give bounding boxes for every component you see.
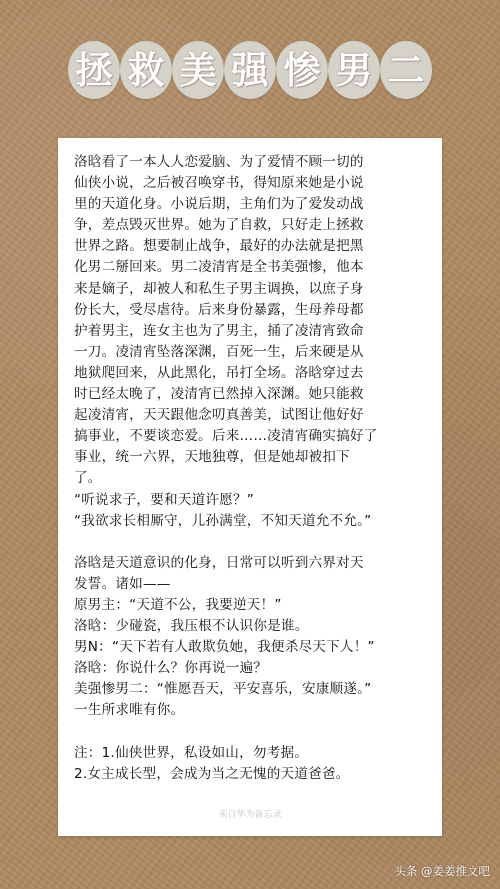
text-line: 里的天道化身。小说后期，主角们为了爱发动战	[74, 196, 364, 213]
text-line: 一生所求唯有你。	[74, 702, 185, 719]
paragraph-gap	[74, 722, 430, 743]
text-line: 化男二掰回来。男二凌清宵是全书美强惨，他本	[74, 259, 364, 276]
title-char: 惨	[276, 41, 328, 99]
note-content	[74, 152, 430, 785]
text-line: 洛晗：你说什么？你再说一遍？	[74, 660, 268, 677]
text-line: 事业，统一六界，天地独尊，但是她却被扣下	[74, 449, 350, 466]
text-line: 洛晗：少碰瓷，我压根不认识你是谁。	[74, 618, 309, 635]
text-line: “听说求子，要和天道许愿？”	[74, 491, 255, 508]
text-line: 争，差点毁灭世界。她为了自救，只好走上拯救	[74, 217, 364, 234]
text-line: 了。	[74, 470, 102, 487]
text-line: 美强惨男二：“惟愿吾天，平安喜乐，安康顺遂。”	[74, 681, 372, 698]
text-line: 搞事业，不要谈恋爱。后来……凌清宵确实搞好了	[74, 428, 378, 445]
text-line: “我欲求长相厮守，儿孙满堂，不知天道允不允。”	[74, 512, 372, 529]
title-char: 二	[380, 41, 432, 99]
title-char: 美	[172, 41, 224, 99]
toutiao-watermark: 头条 @姜姜推文吧	[394, 864, 490, 878]
memo-source-footer: 来自华为备忘录	[218, 810, 282, 820]
text-line: 仙侠小说，之后被召唤穿书，得知原来她是小说	[74, 175, 364, 192]
text-line: 原男主：“天道不公，我要逆天！”	[74, 596, 282, 613]
text-line: 洛晗是天道意识的化身，日常可以听到六界对天	[74, 554, 364, 571]
text-line: 份长大，受尽虐待。后来身份暴露，生母养母都	[74, 301, 364, 318]
text-line: 时已经太晚了，凌清宵已然掉入深渊。她只能救	[74, 386, 364, 403]
text-line: 注：1.仙侠世界，私设如山，勿考据。	[74, 744, 309, 761]
text-line: 起凌清宵，天天跟他念叨真善美，试图让他好好	[74, 407, 364, 424]
text-line: 护着男主，连女主也为了男主，捅了凌清宵致命	[74, 322, 364, 339]
text-line: 一刀。凌清宵坠落深渊，百死一生，后来硬是从	[74, 343, 364, 360]
title-char: 强	[224, 41, 276, 99]
title-char: 男	[328, 41, 380, 99]
text-line: 来是嫡子，却被人和私生子男主调换，以庶子身	[74, 280, 364, 297]
text-line: 2.女主成长型，会成为当之无愧的天道爸爸。	[74, 765, 350, 782]
paragraph-gap	[74, 532, 430, 553]
text-line: 世界之路。想要制止战争，最好的办法就是把黑	[74, 238, 364, 255]
title-char: 救	[120, 41, 172, 99]
text-line: 地狱爬回来，从此黑化，吊打全场。洛晗穿过去	[74, 364, 364, 381]
text-line: 发誓。诸如——	[74, 575, 171, 592]
title-circles	[68, 41, 432, 99]
title-char: 拯	[68, 41, 120, 99]
note-card	[58, 138, 442, 836]
text-line: 洛晗看了一本人人恋爱脑、为了爱情不顾一切的	[74, 154, 364, 170]
text-line: 男N：“天下若有人敢欺负她，我便杀尽天下人！”	[74, 639, 375, 656]
